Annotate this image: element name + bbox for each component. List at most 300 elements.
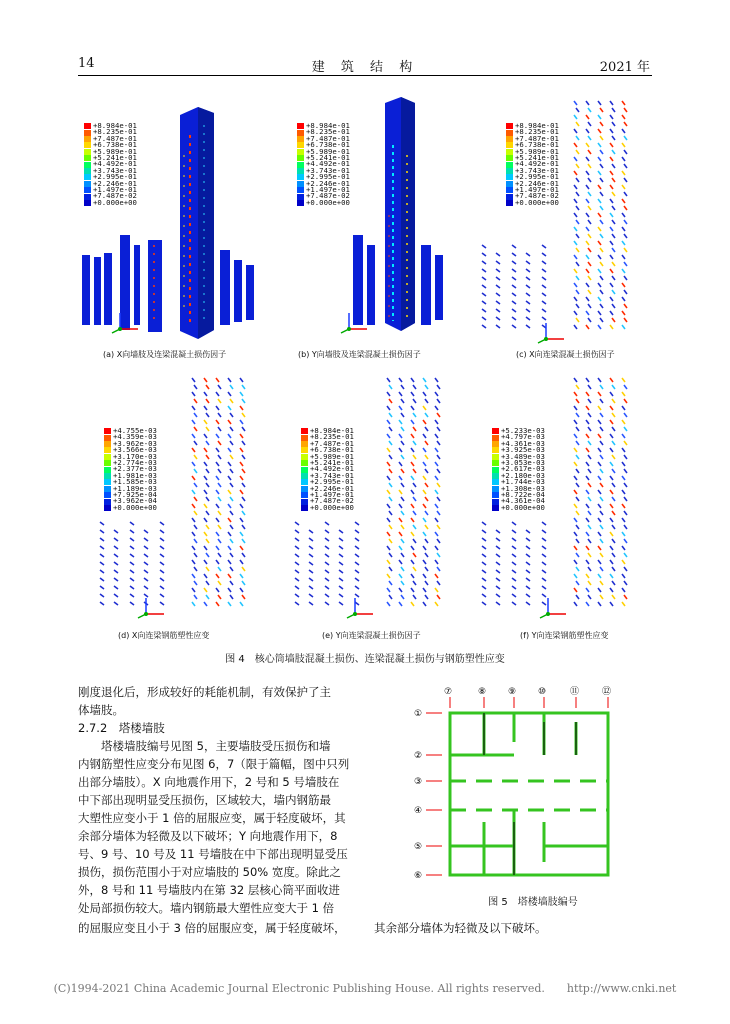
wall-beam bbox=[542, 309, 546, 312]
coupling-beam bbox=[612, 581, 615, 585]
wall-beam bbox=[325, 602, 329, 605]
coupling-beam bbox=[240, 532, 243, 536]
coupling-beam bbox=[411, 518, 414, 522]
coupling-beam bbox=[411, 546, 414, 550]
coupling-beam bbox=[228, 490, 231, 494]
coupling-beam bbox=[624, 455, 627, 459]
coupling-beam bbox=[230, 497, 233, 501]
coupling-beam bbox=[574, 241, 577, 245]
coupling-beam bbox=[216, 588, 219, 592]
coupling-beam bbox=[435, 448, 438, 452]
coupling-beam bbox=[598, 115, 601, 119]
coupling-beam bbox=[610, 115, 613, 119]
coupling-beam bbox=[387, 406, 390, 410]
wall-beam bbox=[542, 546, 546, 549]
axis-triad-e bbox=[345, 594, 381, 620]
coupling-beam bbox=[411, 420, 414, 424]
coupling-beam bbox=[399, 490, 402, 494]
coupling-beam bbox=[600, 164, 603, 168]
coupling-beam bbox=[612, 399, 615, 403]
coupling-beam bbox=[411, 476, 414, 480]
coupling-beam bbox=[425, 595, 428, 599]
coupling-beam bbox=[612, 441, 615, 445]
wall-beam bbox=[526, 253, 530, 256]
coupling-beam bbox=[192, 420, 195, 424]
coupling-beam bbox=[600, 413, 603, 417]
coupling-beam bbox=[588, 553, 591, 557]
legend-swatch bbox=[506, 142, 513, 148]
coupling-beam bbox=[586, 406, 589, 410]
legend-value: +2.246e-01 bbox=[310, 483, 354, 493]
coupling-beam bbox=[242, 581, 245, 585]
wall-beam bbox=[309, 546, 313, 549]
coupling-beam bbox=[413, 399, 416, 403]
legend-value: +6.738e-01 bbox=[306, 140, 350, 150]
wall-beam bbox=[160, 522, 164, 525]
caption-e: (e) Y向连梁混凝土损伤因子 bbox=[322, 631, 421, 640]
coupling-beam bbox=[612, 525, 615, 529]
coupling-beam bbox=[423, 406, 426, 410]
legend-swatch bbox=[506, 155, 513, 161]
wall-beam bbox=[526, 578, 530, 581]
coupling-beam bbox=[206, 427, 209, 431]
coupling-beam bbox=[586, 560, 589, 564]
coupling-beam bbox=[411, 574, 414, 578]
coupling-beam bbox=[588, 220, 591, 224]
coupling-beam bbox=[240, 546, 243, 550]
wall-beam bbox=[542, 277, 546, 280]
coupling-beam bbox=[216, 574, 219, 578]
legend-swatch bbox=[301, 467, 308, 473]
axis-triad-b bbox=[339, 309, 375, 335]
panel-a bbox=[80, 95, 270, 345]
legend-swatch bbox=[492, 441, 499, 447]
legend-e bbox=[301, 428, 371, 511]
legend-value: +5.989e-01 bbox=[515, 146, 559, 156]
coupling-beam bbox=[576, 595, 579, 599]
wall-beam bbox=[496, 530, 500, 533]
coupling-beam bbox=[586, 392, 589, 396]
coupling-beam bbox=[387, 546, 390, 550]
coupling-beam bbox=[622, 392, 625, 396]
wall-beam bbox=[512, 277, 516, 280]
coupling-beam bbox=[612, 262, 615, 266]
coupling-beam bbox=[242, 441, 245, 445]
coupling-beam bbox=[622, 297, 625, 301]
coupling-beam bbox=[437, 553, 440, 557]
legend-value: +5.989e-01 bbox=[93, 146, 137, 156]
coupling-beam bbox=[228, 476, 231, 480]
coupling-beam bbox=[194, 455, 197, 459]
coupling-beam bbox=[586, 115, 589, 119]
plan-drawing bbox=[412, 682, 654, 882]
coupling-beam bbox=[612, 318, 615, 322]
coupling-beam bbox=[586, 213, 589, 217]
wall-beam bbox=[512, 261, 516, 264]
coupling-beam bbox=[204, 546, 207, 550]
wall-beam bbox=[512, 317, 516, 320]
coupling-beam bbox=[194, 385, 197, 389]
coupling-beam bbox=[586, 255, 589, 259]
coupling-beam bbox=[612, 304, 615, 308]
core-walls bbox=[450, 713, 608, 875]
coupling-beam bbox=[598, 406, 601, 410]
wall-beam bbox=[482, 570, 486, 573]
coupling-beam bbox=[612, 136, 615, 140]
wall-beam bbox=[482, 301, 486, 304]
legend-swatch bbox=[297, 168, 304, 174]
coupling-beam bbox=[574, 574, 577, 578]
coupling-beam bbox=[240, 560, 243, 564]
coupling-beam bbox=[240, 392, 243, 396]
coupling-beam bbox=[610, 171, 613, 175]
legend-row bbox=[301, 502, 371, 512]
coupling-beam bbox=[622, 406, 625, 410]
wall-beam bbox=[144, 562, 148, 565]
coupling-beam bbox=[230, 553, 233, 557]
coupling-beam bbox=[194, 511, 197, 515]
legend-swatch bbox=[301, 447, 308, 453]
legend-value: +1.189e-03 bbox=[113, 483, 157, 493]
coupling-beam bbox=[435, 392, 438, 396]
coupling-beam bbox=[588, 427, 591, 431]
coupling-beam bbox=[206, 539, 209, 543]
legend-value: +5.989e-01 bbox=[310, 451, 354, 461]
legend-swatch bbox=[297, 136, 304, 142]
coupling-beam bbox=[610, 129, 613, 133]
coupling-beam bbox=[242, 497, 245, 501]
coupling-beam bbox=[622, 213, 625, 217]
wall-beam bbox=[526, 530, 530, 533]
coupling-beam bbox=[218, 469, 221, 473]
coupling-beam bbox=[206, 441, 209, 445]
caption-a: (a) X向墙肢及连梁混凝土损伤因子 bbox=[103, 350, 227, 359]
paragraph-line: 的屈服应变且小于 3 倍的屈服应变，属于轻度破坏， bbox=[78, 921, 346, 935]
coupling-beam bbox=[598, 129, 601, 133]
wall-beam bbox=[526, 325, 530, 328]
wall-beam bbox=[526, 261, 530, 264]
legend-swatch bbox=[506, 149, 513, 155]
coupling-beam bbox=[413, 413, 416, 417]
coupling-beam bbox=[612, 553, 615, 557]
coupling-beam bbox=[204, 476, 207, 480]
coupling-beam bbox=[435, 406, 438, 410]
coupling-beam bbox=[413, 581, 416, 585]
coupling-beam bbox=[206, 511, 209, 515]
coupling-beam bbox=[240, 476, 243, 480]
coupling-beam bbox=[586, 602, 589, 606]
legend-swatch bbox=[492, 479, 499, 485]
coupling-beam bbox=[600, 192, 603, 196]
wall-beam bbox=[512, 554, 516, 557]
wall-beam bbox=[100, 530, 104, 533]
coupling-beam bbox=[399, 434, 402, 438]
coupling-beam bbox=[387, 574, 390, 578]
coupling-beam bbox=[399, 518, 402, 522]
wall-beam bbox=[295, 586, 299, 589]
wall-beam bbox=[160, 538, 164, 541]
coupling-beam bbox=[622, 255, 625, 259]
coupling-beam bbox=[586, 504, 589, 508]
legend-swatch bbox=[301, 435, 308, 441]
coupling-beam bbox=[230, 469, 233, 473]
coupling-beam bbox=[610, 283, 613, 287]
wall-beam bbox=[130, 554, 134, 557]
wall-beam bbox=[542, 586, 546, 589]
paragraph-line: 余部分墙体为轻微及以下破坏；Y 向地震作用下，8 bbox=[78, 829, 338, 843]
legend-swatch bbox=[297, 149, 304, 155]
coupling-beam bbox=[204, 420, 207, 424]
coupling-beam bbox=[423, 574, 426, 578]
coupling-beam bbox=[600, 136, 603, 140]
legend-value: +2.617e-03 bbox=[501, 464, 545, 474]
wall-beam bbox=[542, 570, 546, 573]
coupling-beam bbox=[576, 511, 579, 515]
wall-beam bbox=[144, 578, 148, 581]
wall-beam bbox=[496, 538, 500, 541]
coupling-beam bbox=[425, 455, 428, 459]
coupling-beam bbox=[622, 171, 625, 175]
legend-swatch bbox=[104, 505, 111, 511]
coupling-beam bbox=[425, 525, 428, 529]
grid-label-row: ① bbox=[414, 709, 423, 719]
coupling-beam bbox=[218, 581, 221, 585]
coupling-beam bbox=[192, 602, 195, 606]
coupling-beam bbox=[230, 511, 233, 515]
coupling-beam bbox=[230, 385, 233, 389]
coupling-beam bbox=[389, 525, 392, 529]
coupling-beam bbox=[216, 406, 219, 410]
legend-value: +0.000e+00 bbox=[113, 502, 157, 512]
legend-swatch bbox=[104, 486, 111, 492]
coupling-beam bbox=[574, 476, 577, 480]
coupling-beam bbox=[387, 392, 390, 396]
wall-beam bbox=[339, 570, 343, 573]
coupling-beam bbox=[576, 206, 579, 210]
coupling-beam bbox=[423, 378, 426, 382]
coupling-beam bbox=[206, 525, 209, 529]
wall-beam bbox=[325, 546, 329, 549]
wall-beam bbox=[295, 594, 299, 597]
legend-b bbox=[297, 123, 367, 206]
coupling-beam bbox=[600, 441, 603, 445]
legend-row bbox=[297, 197, 367, 207]
coupling-beam bbox=[598, 101, 601, 105]
coupling-beam bbox=[413, 497, 416, 501]
legend-value: +8.235e-01 bbox=[515, 127, 559, 137]
coupling-beam bbox=[425, 553, 428, 557]
coupling-beam bbox=[598, 532, 601, 536]
coupling-beam bbox=[401, 525, 404, 529]
coupling-beam bbox=[411, 560, 414, 564]
legend-value: +2.180e-03 bbox=[501, 470, 545, 480]
wall-beam bbox=[542, 538, 546, 541]
coupling-beam bbox=[425, 581, 428, 585]
coupling-beam bbox=[401, 455, 404, 459]
wall-beam bbox=[114, 570, 118, 573]
legend-swatch bbox=[104, 479, 111, 485]
legend-swatch bbox=[492, 428, 499, 434]
journal-title: 建 筑 结 构 bbox=[311, 60, 419, 75]
coupling-beam bbox=[598, 185, 601, 189]
legend-swatch bbox=[301, 454, 308, 460]
coupling-beam bbox=[598, 269, 601, 273]
coupling-beam bbox=[598, 143, 601, 147]
coupling-beam bbox=[588, 385, 591, 389]
coupling-beam bbox=[240, 574, 243, 578]
coupling-beam bbox=[423, 588, 426, 592]
coupling-beam bbox=[204, 462, 207, 466]
wall-beam bbox=[512, 253, 516, 256]
coupling-beam bbox=[622, 269, 625, 273]
coupling-beam bbox=[194, 413, 197, 417]
coupling-beam bbox=[588, 164, 591, 168]
coupling-beam bbox=[574, 255, 577, 259]
grid-label-col: ⑫ bbox=[602, 687, 612, 697]
coupling-beam bbox=[387, 476, 390, 480]
coupling-beam bbox=[600, 427, 603, 431]
coupling-beam bbox=[399, 476, 402, 480]
coupling-beam bbox=[437, 525, 440, 529]
wall-beam bbox=[496, 586, 500, 589]
legend-value: +5.241e-01 bbox=[515, 153, 559, 163]
coupling-beam bbox=[610, 185, 613, 189]
coupling-beam bbox=[576, 455, 579, 459]
wall-beam bbox=[496, 546, 500, 549]
legend-swatch bbox=[301, 499, 308, 505]
panel-d bbox=[80, 372, 270, 622]
wall-beam bbox=[496, 253, 500, 256]
coupling-beam bbox=[574, 283, 577, 287]
legend-value: +4.492e-01 bbox=[515, 159, 559, 169]
coupling-beam bbox=[413, 553, 416, 557]
coupling-beam bbox=[425, 539, 428, 543]
legend-value: +1.981e-03 bbox=[113, 470, 157, 480]
coupling-beam bbox=[401, 539, 404, 543]
legend-d bbox=[104, 428, 174, 511]
legend-swatch bbox=[492, 492, 499, 498]
coupling-beam bbox=[230, 567, 233, 571]
coupling-beam bbox=[622, 532, 625, 536]
coupling-beam bbox=[411, 392, 414, 396]
coupling-beam bbox=[240, 406, 243, 410]
coupling-beam bbox=[240, 448, 243, 452]
coupling-beam bbox=[574, 213, 577, 217]
coupling-beam bbox=[230, 399, 233, 403]
wall-beam bbox=[496, 301, 500, 304]
coupling-beam bbox=[598, 434, 601, 438]
wall-beam bbox=[496, 594, 500, 597]
legend-swatch bbox=[84, 200, 91, 206]
coupling-beam bbox=[389, 385, 392, 389]
coupling-beam bbox=[598, 602, 601, 606]
coupling-beam bbox=[600, 455, 603, 459]
legend-value: +5.241e-01 bbox=[310, 458, 354, 468]
coupling-beam bbox=[399, 448, 402, 452]
coupling-beam bbox=[586, 129, 589, 133]
coupling-beam bbox=[586, 546, 589, 550]
legend-value: +8.722e-04 bbox=[501, 490, 545, 500]
coupling-beam bbox=[600, 581, 603, 585]
coupling-beam bbox=[574, 406, 577, 410]
legend-value: +7.925e-04 bbox=[113, 490, 157, 500]
wall-beam bbox=[355, 554, 359, 557]
wall-beam bbox=[526, 317, 530, 320]
coupling-beam bbox=[612, 206, 615, 210]
coupling-beam bbox=[204, 378, 207, 382]
legend-swatch bbox=[297, 162, 304, 168]
coupling-beam bbox=[574, 560, 577, 564]
coupling-beam bbox=[622, 434, 625, 438]
wall-beam bbox=[482, 293, 486, 296]
coupling-beam bbox=[624, 539, 627, 543]
coupling-beam bbox=[588, 248, 591, 252]
coupling-beam bbox=[586, 378, 589, 382]
coupling-beam bbox=[588, 455, 591, 459]
legend-value: +2.246e-01 bbox=[306, 178, 350, 188]
wall-beam bbox=[295, 602, 299, 605]
coupling-beam bbox=[624, 525, 627, 529]
coupling-beam bbox=[240, 462, 243, 466]
legend-swatch bbox=[84, 142, 91, 148]
coupling-beam bbox=[586, 283, 589, 287]
coupling-beam bbox=[216, 378, 219, 382]
coupling-beam bbox=[622, 185, 625, 189]
wall-beam bbox=[512, 301, 516, 304]
legend-swatch bbox=[506, 168, 513, 174]
legend-swatch bbox=[297, 155, 304, 161]
coupling-beam bbox=[612, 192, 615, 196]
wall-beam bbox=[114, 538, 118, 541]
coupling-beam bbox=[228, 602, 231, 606]
grid-label-col: ⑧ bbox=[478, 687, 487, 697]
coupling-beam bbox=[612, 469, 615, 473]
coupling-beam bbox=[218, 385, 221, 389]
coupling-beam bbox=[194, 595, 197, 599]
wall-beam bbox=[512, 293, 516, 296]
coupling-beam bbox=[423, 532, 426, 536]
legend-swatch bbox=[492, 467, 499, 473]
coupling-beam bbox=[588, 318, 591, 322]
coupling-beam bbox=[435, 378, 438, 382]
coupling-beam bbox=[598, 378, 601, 382]
coupling-beam bbox=[401, 469, 404, 473]
legend-a bbox=[84, 123, 154, 206]
coupling-beam bbox=[598, 546, 601, 550]
coupling-beam bbox=[242, 469, 245, 473]
coupling-beam bbox=[194, 553, 197, 557]
legend-swatch bbox=[84, 194, 91, 200]
coupling-beam bbox=[612, 385, 615, 389]
legend-swatch bbox=[301, 473, 308, 479]
wall-beam bbox=[526, 594, 530, 597]
coupling-beam bbox=[389, 483, 392, 487]
coupling-beam bbox=[600, 525, 603, 529]
legend-value: +0.000e+00 bbox=[310, 502, 354, 512]
legend-value: +4.492e-01 bbox=[93, 159, 137, 169]
coupling-beam bbox=[399, 378, 402, 382]
coupling-beam bbox=[598, 476, 601, 480]
legend-value: +1.308e-03 bbox=[501, 483, 545, 493]
wall-beam bbox=[526, 269, 530, 272]
legend-value: +1.497e-01 bbox=[306, 185, 350, 195]
coupling-beam bbox=[600, 497, 603, 501]
wall-beam bbox=[114, 546, 118, 549]
coupling-beam bbox=[598, 574, 601, 578]
coupling-beam bbox=[600, 262, 603, 266]
legend-value: +8.984e-01 bbox=[515, 121, 559, 130]
coupling-beam bbox=[194, 441, 197, 445]
